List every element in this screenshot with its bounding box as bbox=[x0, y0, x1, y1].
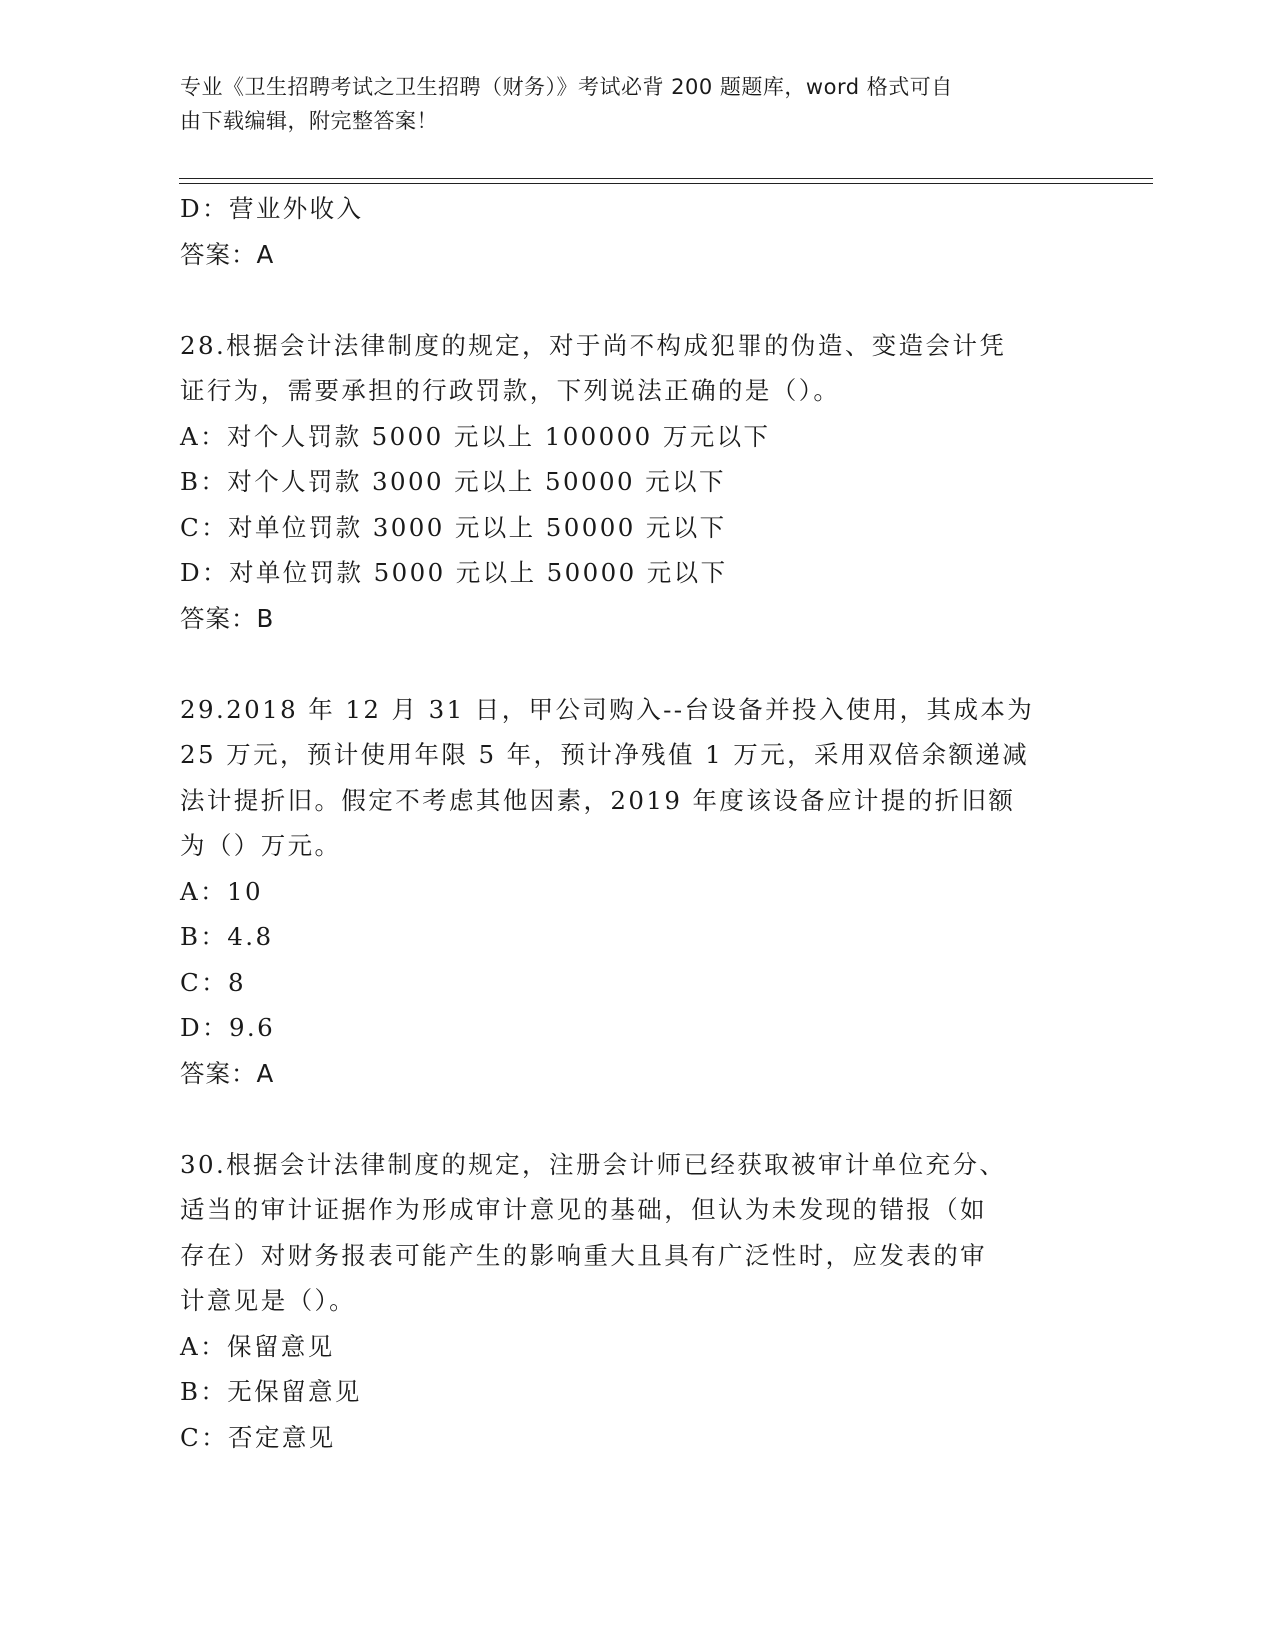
question-stem-line: 30.根据会计法律制度的规定，注册会计师已经获取被审计单位充分、 bbox=[180, 1149, 1007, 1179]
question-28 bbox=[180, 323, 1080, 642]
option-c: C：否定意见 bbox=[180, 1422, 336, 1452]
option-a: A：对个人罚款 5000 元以上 100000 万元以下 bbox=[180, 421, 771, 451]
option-d: D：营业外收入 bbox=[180, 194, 364, 223]
answer-line: 答案：B bbox=[180, 603, 275, 633]
question-stem-line: 29.2018 年 12 月 31 日，甲公司购入--台设备并投入使用，其成本为 bbox=[180, 694, 1035, 724]
header-line-2: 由下载编辑，附完整答案！ bbox=[180, 109, 438, 133]
option-d: D：对单位罚款 5000 元以上 50000 元以下 bbox=[180, 558, 728, 587]
spacer bbox=[180, 1096, 1080, 1142]
question-stem-line: 计意见是（）。 bbox=[180, 1286, 357, 1315]
header-line-1: 专业《卫生招聘考试之卫生招聘（财务）》考试必背 200 题题库，word 格式可自 bbox=[180, 75, 953, 99]
question-stem-line: 25 万元，预计使用年限 5 年，预计净残值 1 万元，采用双倍余额递减 bbox=[180, 740, 1030, 769]
option-d: D：9.6 bbox=[180, 1013, 276, 1042]
option-b: B：无保留意见 bbox=[180, 1377, 362, 1406]
question-stem-line: 为（）万元。 bbox=[180, 831, 342, 860]
spacer bbox=[180, 277, 1080, 323]
question-stem-line: 适当的审计证据作为形成审计意见的基础，但认为未发现的错报（如 bbox=[180, 1195, 987, 1224]
option-c: C：8 bbox=[180, 967, 247, 997]
document-header bbox=[180, 70, 1060, 138]
question-stem-line: 证行为，需要承担的行政罚款，下列说法正确的是（）。 bbox=[180, 376, 841, 405]
spacer bbox=[180, 641, 1080, 687]
previous-question-tail bbox=[180, 186, 1080, 277]
question-29 bbox=[180, 687, 1080, 1097]
option-a: A：保留意见 bbox=[180, 1331, 335, 1361]
question-stem-line: 存在）对财务报表可能产生的影响重大且具有广泛性时，应发表的审 bbox=[180, 1240, 987, 1270]
header-divider-top bbox=[179, 178, 1153, 179]
answer-line: 答案：A bbox=[180, 1058, 275, 1088]
option-b: B：对个人罚款 3000 元以上 50000 元以下 bbox=[180, 467, 726, 496]
answer-line: 答案：A bbox=[180, 239, 275, 269]
option-a: A：10 bbox=[180, 876, 263, 906]
question-stem-line: 28.根据会计法律制度的规定，对于尚不构成犯罪的伪造、变造会计凭 bbox=[180, 330, 1007, 360]
header-divider-bottom bbox=[179, 183, 1153, 184]
option-b: B：4.8 bbox=[180, 922, 274, 951]
question-30 bbox=[180, 1142, 1080, 1461]
question-list bbox=[180, 186, 1080, 1460]
question-stem-line: 法计提折旧。假定不考虑其他因素，2019 年度该设备应计提的折旧额 bbox=[180, 785, 1016, 815]
option-c: C：对单位罚款 3000 元以上 50000 元以下 bbox=[180, 512, 727, 542]
